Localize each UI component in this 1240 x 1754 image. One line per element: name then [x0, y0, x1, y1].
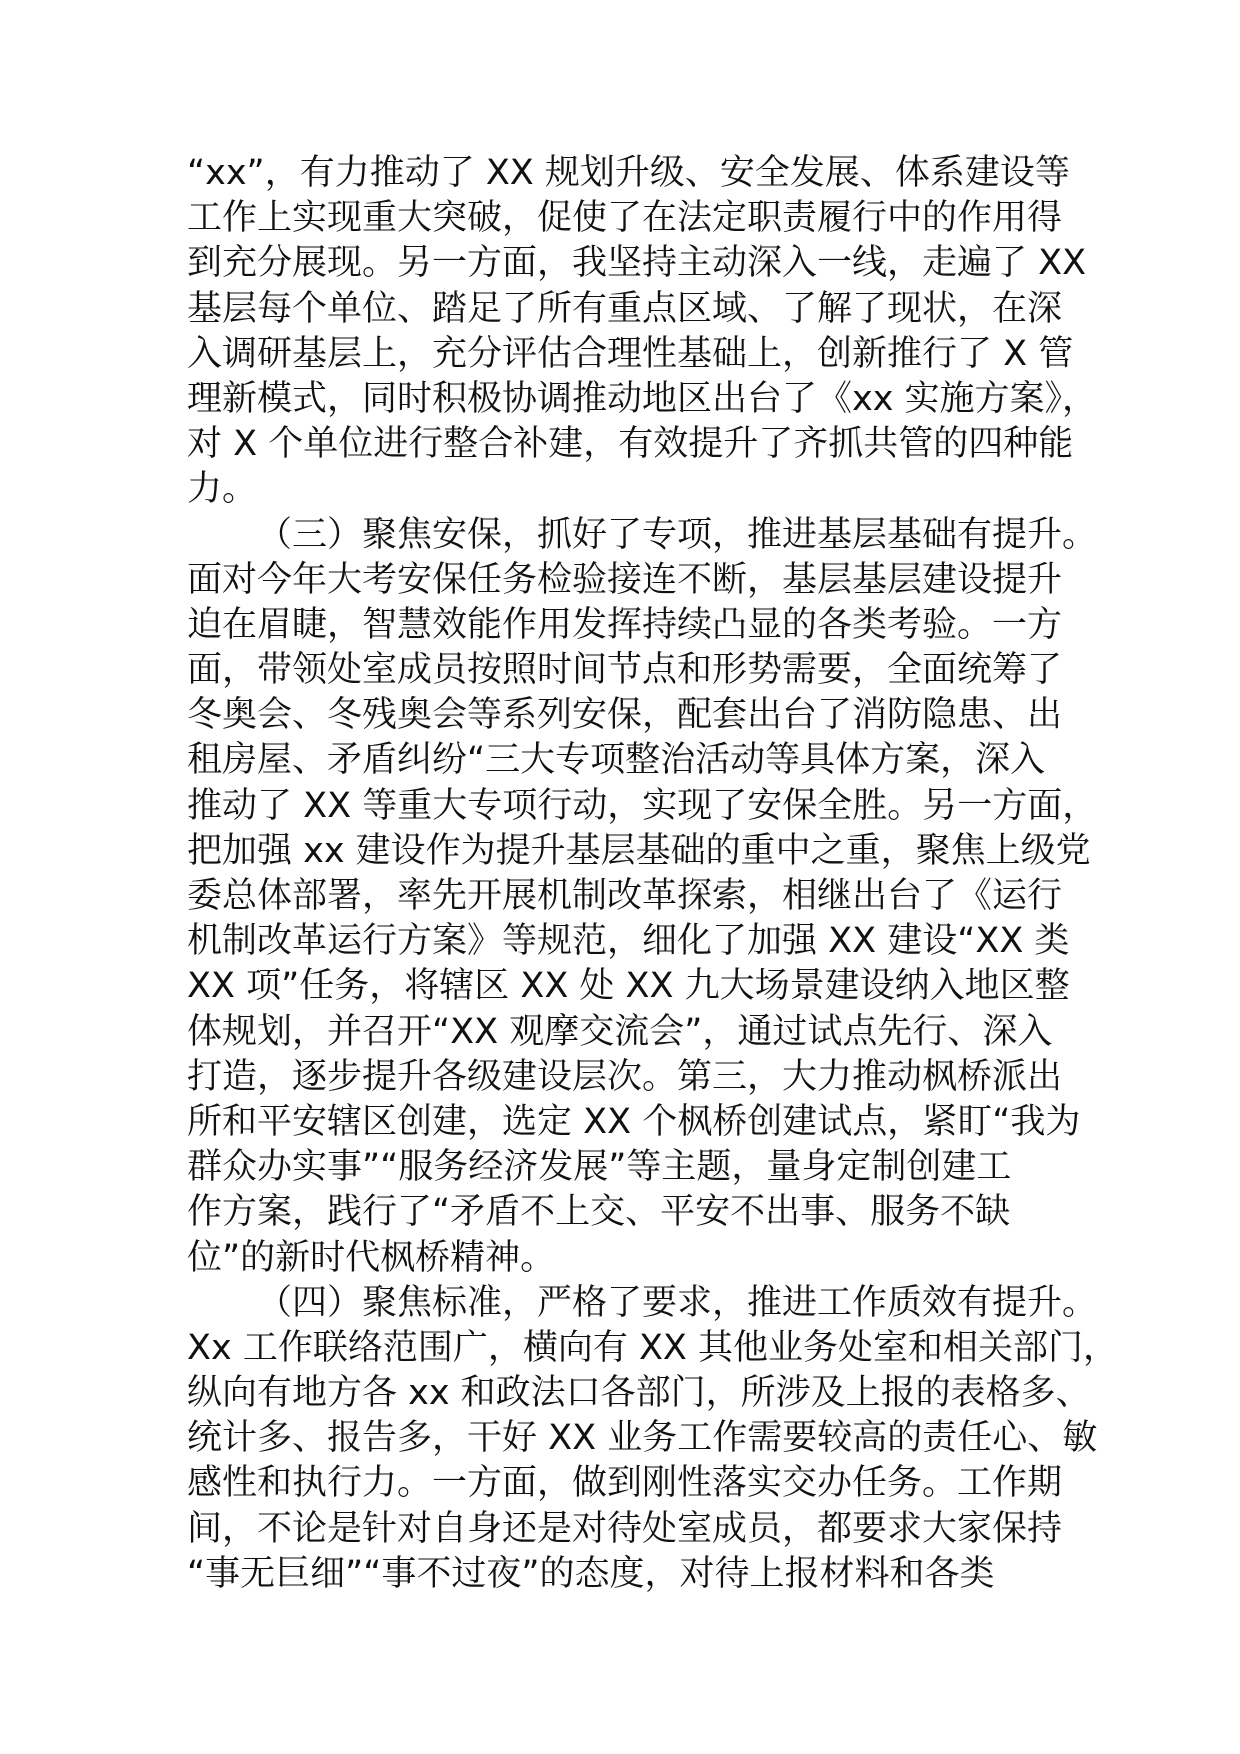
text-line: 冬奥会、冬残奥会等系列安保，配套出台了消防隐患、出 — [187, 695, 1063, 736]
section-heading-4: （四）聚焦标准，严格了要求，推进工作质效有提升。 — [257, 1282, 1098, 1323]
text-line: 入调研基层上，充分评估合理性基础上，创新推行了 X 管 — [187, 333, 1074, 374]
text-line: XX 项”任务，将辖区 XX 处 XX 九大场景建设纳入地区整 — [187, 966, 1070, 1007]
text-line: 所和平安辖区创建，选定 XX 个枫桥创建试点，紧盯“我为 — [187, 1101, 1081, 1142]
text-line: 推动了 XX 等重大专项行动，实现了安保全胜。另一方面， — [187, 785, 1098, 826]
text-line: 把加强 xx 建设作为提升基层基础的重中之重，聚焦上级党 — [187, 830, 1091, 871]
text-line: 间，不论是针对自身还是对待处室成员，都要求大家保持 — [187, 1508, 1063, 1549]
text-line: 基层每个单位、踏足了所有重点区域、了解了现状，在深 — [187, 288, 1063, 329]
text-line: 感性和执行力。一方面，做到刚性落实交办任务。工作期 — [187, 1463, 1063, 1504]
text-line: 理新模式，同时积极协调推动地区出台了《xx 实施方案》， — [187, 378, 1098, 419]
text-line: 面，带领处室成员按照时间节点和形势需要，全面统筹了 — [187, 650, 1063, 691]
text-line: 打造，逐步提升各级建设层次。第三，大力推动枫桥派出 — [187, 1056, 1063, 1097]
text-line: “xx”，有力推动了 XX 规划升级、安全发展、体系建设等 — [187, 153, 1070, 193]
text-line: 力。 — [187, 469, 258, 510]
text-line: 体规划，并召开“XX 观摩交流会”，通过试点先行、深入 — [187, 1011, 1053, 1052]
text-line: 迫在眉睫，智慧效能作用发挥持续凸显的各类考验。一方 — [187, 604, 1063, 645]
section-heading-3: （三）聚焦安保，抓好了专项，推进基层基础有提升。 — [257, 514, 1098, 555]
text-line: 作方案，践行了“矛盾不上交、平安不出事、服务不缺 — [187, 1192, 1011, 1233]
text-line: 委总体部署，率先开展机制改革探索，相继出台了《运行 — [187, 876, 1063, 916]
text-line: 租房屋、矛盾纠纷“三大专项整治活动等具体方案，深入 — [187, 740, 1046, 781]
text-line: 位”的新时代枫桥精神。 — [187, 1237, 556, 1278]
text-line: 纵向有地方各 xx 和政法口各部门，所涉及上报的表格多、 — [187, 1373, 1091, 1414]
text-line: 机制改革运行方案》等规范，细化了加强 XX 建设“XX 类 — [187, 921, 1070, 962]
text-line: 工作上实现重大突破，促使了在法定职责履行中的作用得 — [187, 198, 1063, 239]
text-line: “事无巨细”“事不过夜”的态度，对待上报材料和各类 — [187, 1553, 995, 1594]
text-line: 面对今年大考安保任务检验接连不断，基层基层建设提升 — [187, 559, 1063, 600]
text-line: 群众办实事”“服务经济发展”等主题，量身定制创建工 — [187, 1147, 1012, 1188]
text-line: 对 X 个单位进行整合补建，有效提升了齐抓共管的四种能 — [187, 424, 1074, 465]
document-body — [187, 151, 1119, 1597]
text-line: 到充分展现。另一方面，我坚持主动深入一线，走遍了 XX — [187, 243, 1087, 284]
text-line: Xx 工作联络范围广，横向有 XX 其他业务处室和相关部门， — [187, 1327, 1119, 1368]
text-line: 统计多、报告多，干好 XX 业务工作需要较高的责任心、敏 — [187, 1418, 1098, 1459]
